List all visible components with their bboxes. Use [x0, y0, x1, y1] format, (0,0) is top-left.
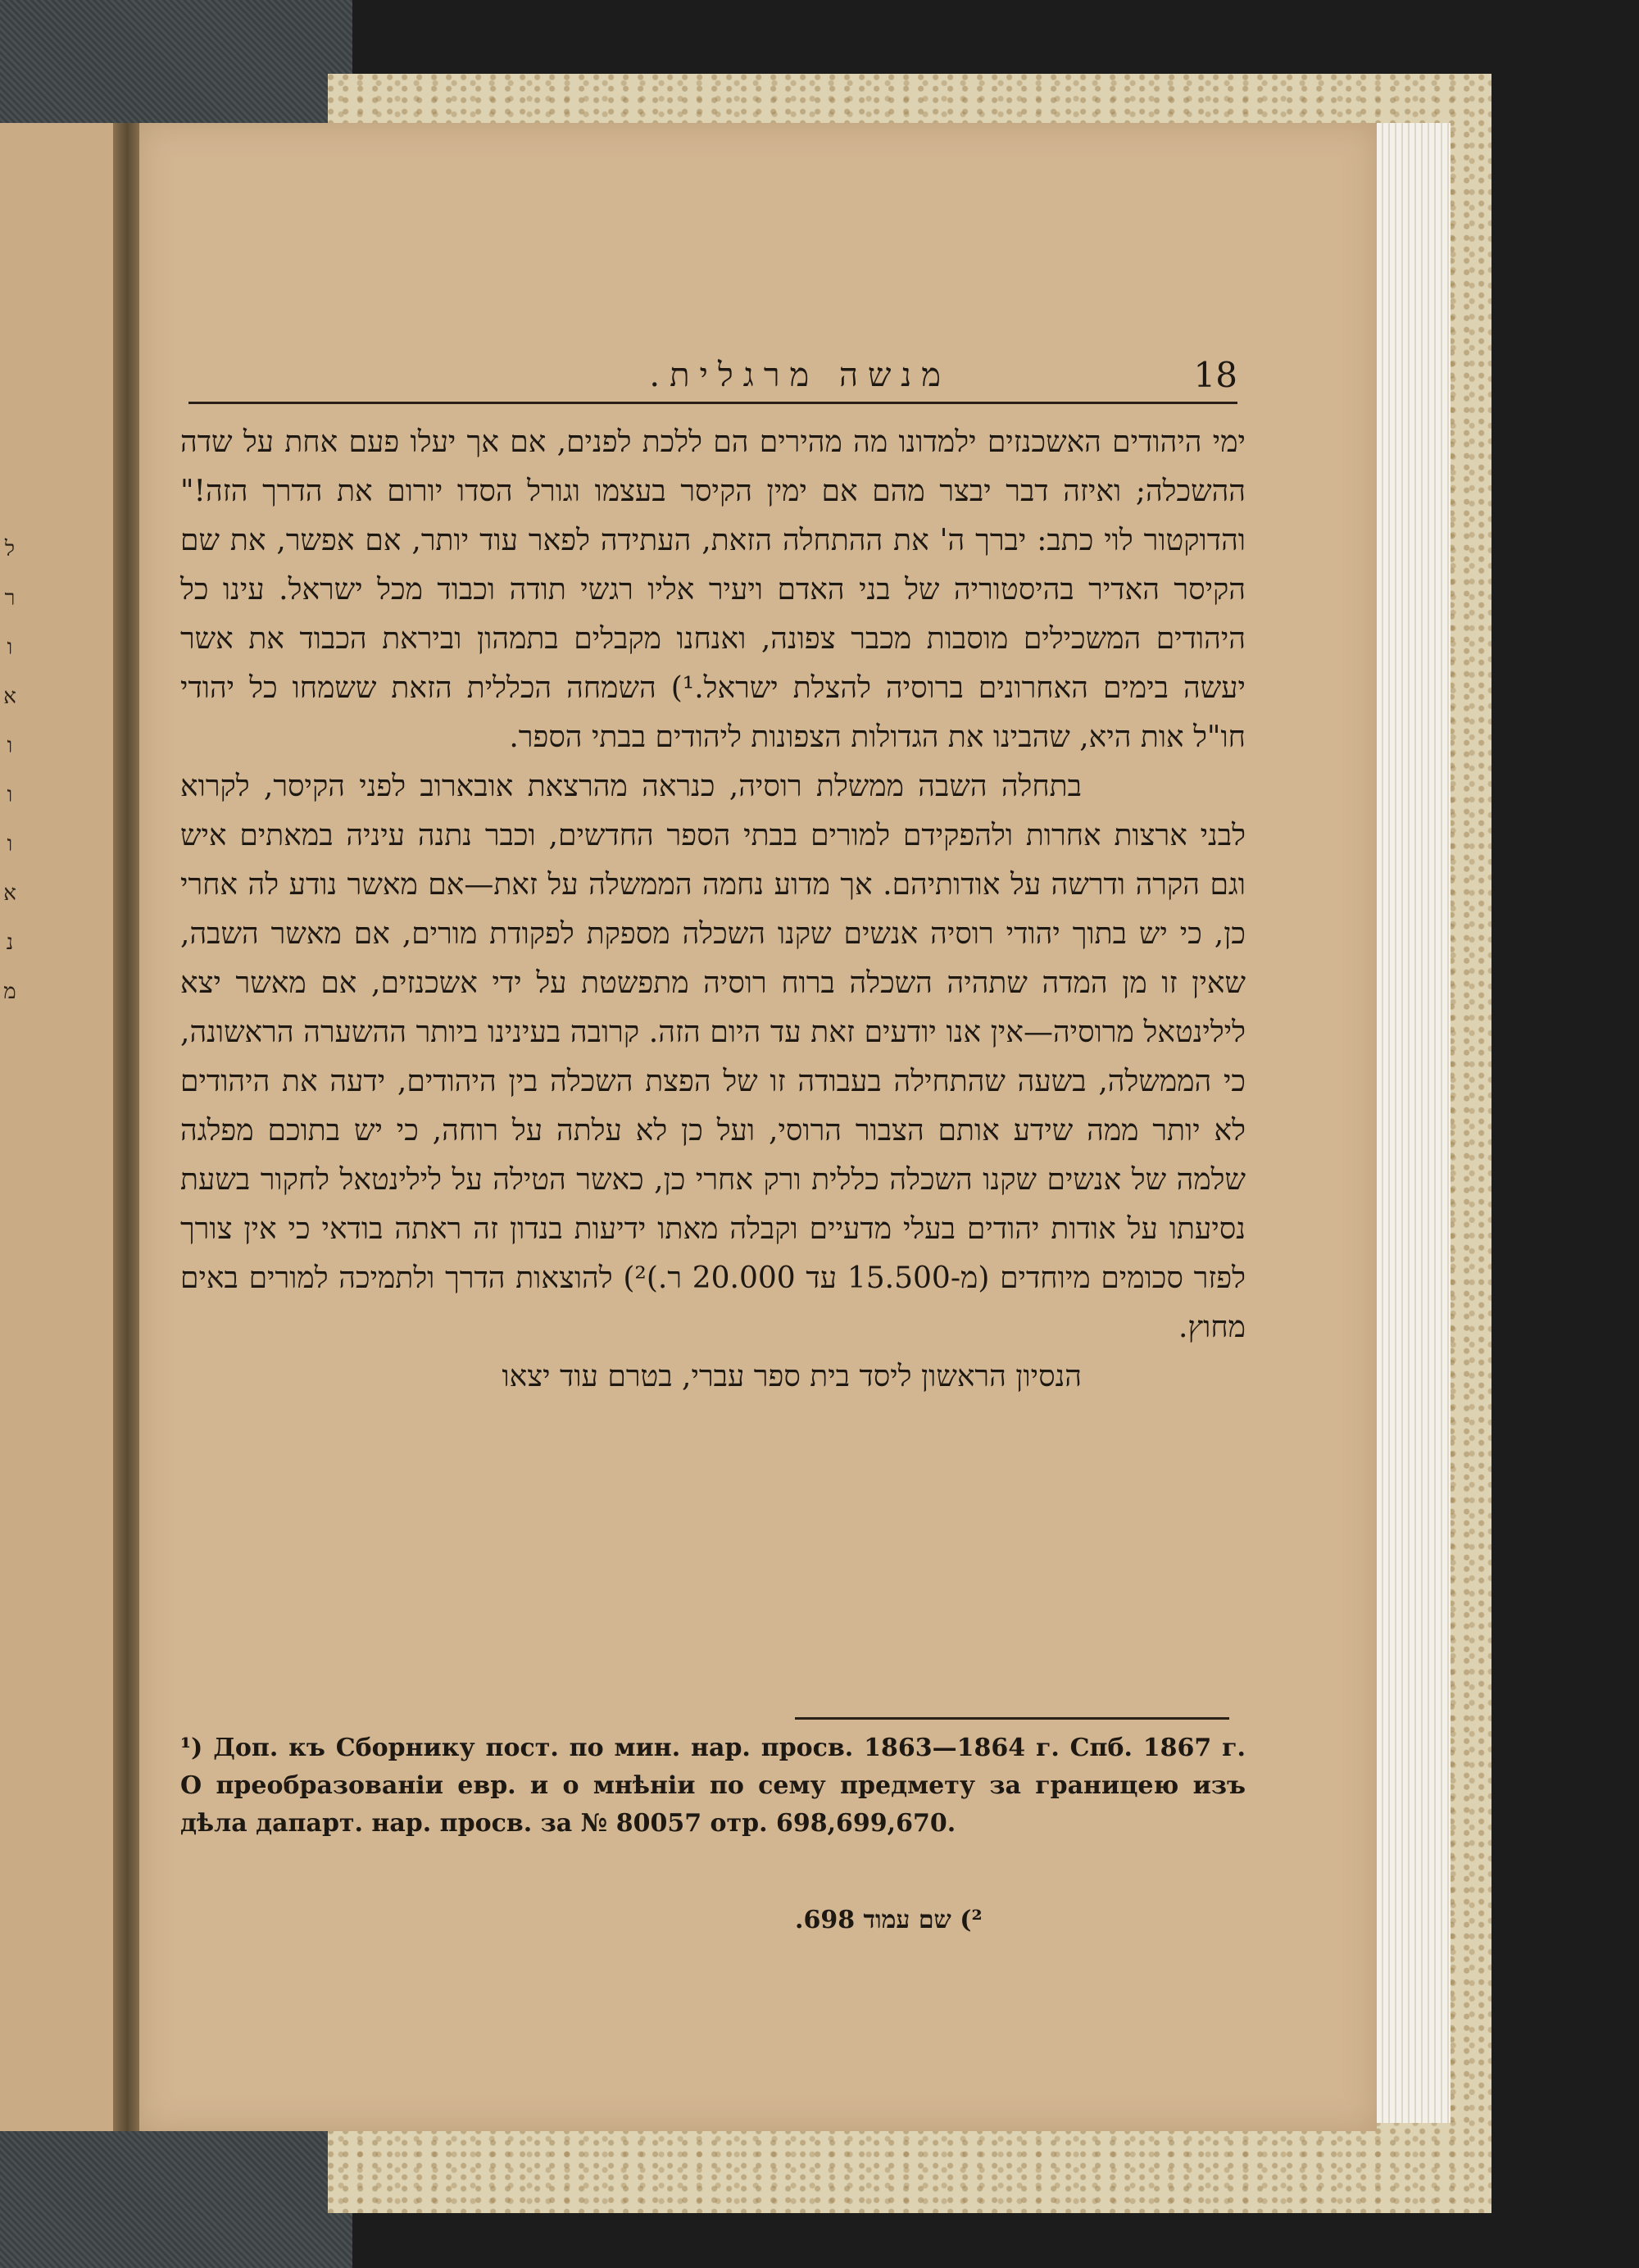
paragraph: הנסיון הראשון ליסד בית ספר עברי, בטרם עוד יצאו	[502, 1360, 1082, 1393]
book-page	[139, 123, 1377, 2131]
paragraph: בתחלה השבה ממשלת רוסיה, כנראה מהרצאת אובארוב לפני הקיסר, לקרוא לבני ארצות אחרות ולהפקידם למורים בבתי הספר החדשים, וכבר נתנה עיניה במאתים איש וגם הקרה ודרשה על אודותיהם. אך מדוע נחמה הממשלה על זאת—אם מאשר נודע לה אחרי כן, כי יש בתוך יהודי רוסיה אנשים שקנו השכלה מספקת לפקודת מורים, אם מאשר השבה, שאין זו מן המדה שתהיה השכלה ברוח רוסיה מתפשטת על ידי אשכנזים, אם מאשר יצא לילינטאל מרוסיה—אין אנו יודעים זאת עד היום הזה. קרובה בעינינו ביותר ההשערה הראשונה, כי הממשלה, בשעה שהתחילה בעבודה זו של הפצת השכלה בין היהודים, ידעה את היהודים לא יותר ממה שידע אותם הצבור הרוסי, ועל כן לא עלתה על רוחה, כי יש בתוכם מפלגה שלמה של אנשים שקנו השכלה כללית ורק אחרי כן, כאשר הטילה על לילינטאל לחקור בשעת נסיעתו על אודות יהודים בעלי מדעיים וקבלה מאתו ידיעות בנדון זה ראתה בודאי כי אין צורך לפזר סכומים מיוחדים (מ-15.500 עד 20.000 ר.)²) להוצאות הדרך ולתמיכה למורים באים מחוץ.	[180, 770, 1246, 1344]
fragment-char: ו	[7, 832, 13, 857]
fragment-char: ו	[7, 635, 13, 660]
fragment-char: נ	[6, 930, 14, 955]
facing-page-edge	[0, 123, 115, 2131]
page-edges	[1377, 123, 1451, 2123]
fragment-char: א	[3, 881, 16, 906]
fragment-char: ר	[4, 586, 16, 611]
footnote-separator	[795, 1717, 1229, 1720]
body-text	[180, 418, 1246, 1402]
running-header	[188, 352, 1237, 404]
fragment-char: ו	[7, 783, 13, 807]
fragment-char: מ	[3, 979, 16, 1004]
book-cloth-bottom	[0, 2115, 352, 2268]
facing-page-fragment	[0, 525, 20, 1098]
paragraph: ימי היהודים האשכנזים ילמדונו מה מהירים הם ללכת לפנים, אם אך יעלו פעם אחת על שדה ההשכלה; ואיזה דבר יבצר מהם אם ימין הקיסר בעצמו וגורל הסדו יורום את הדרך הזה!" והדוקטור לוי כתב: יברך ה' את ההתחלה הזאת, העתידה לפאר עוד יותר, אם אפשר, את שם הקיסר האדיר בהיסטוריה של בני האדם ויעיר אליו רגשי תודה וכבוד מכל ישראל. עינו כל היהודים המשכילים מוסבות מכבר צפונה, ואנחנו מקבלים בתמהון וביראת הכבוד את אשר יעשה בימים האחרונים ברוסיה להצלת ישראל.¹) השמחה הכללית הזאת ששמחו כל יהודי חו"ל אות היא, שהבינו את הגדולות הצפונות ליהודים בבתי הספר.	[180, 425, 1246, 754]
fragment-char: ל	[4, 537, 16, 561]
fragment-char: ו	[7, 734, 13, 758]
footnote: ²) שם עמוד 698.	[795, 1906, 983, 1934]
book-gutter	[113, 123, 141, 2131]
book-cloth-top	[0, 0, 352, 127]
fragment-char: א	[3, 684, 16, 709]
page-number: 18	[1193, 355, 1237, 395]
running-title: מנשה מרגלית.	[649, 357, 951, 394]
footnote: ¹) Доп. къ Сборнику пост. по мин. нар. просв. 1863—1864 г. Спб. 1867 г. О преобразованіи евр. и о мнѣніи по сему предмету за границею изъ дѣла дапарт. нар. просв. за № 80057 отр. 698,699,670.	[180, 1734, 1246, 1838]
